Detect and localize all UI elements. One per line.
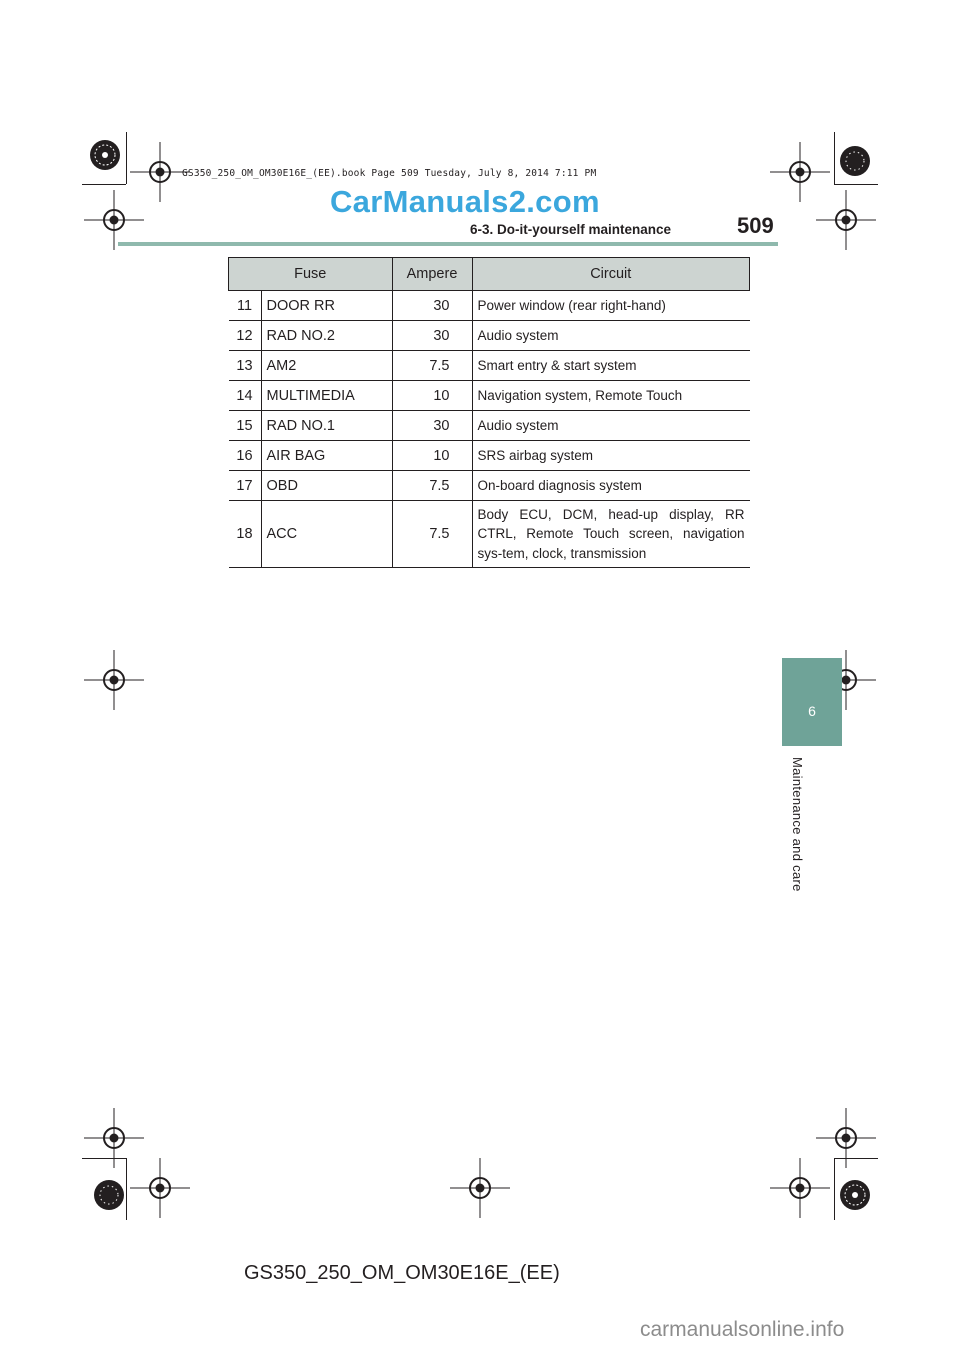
fuse-circuit: On-board diagnosis system <box>472 471 750 501</box>
starburst-icon <box>82 132 128 178</box>
crop-line <box>126 1158 127 1220</box>
chapter-title: Maintenance and care <box>790 757 805 892</box>
fuse-number: 12 <box>229 321 262 351</box>
table-row <box>229 291 750 321</box>
crop-line <box>834 1158 835 1220</box>
fuse-ampere: 7.5 <box>392 351 472 381</box>
header-fuse: Fuse <box>229 258 393 291</box>
fuse-name: DOOR RR <box>261 291 392 321</box>
print-info: GS350_250_OM_OM30E16E_(EE).book Page 509 Tuesday, July 8, 2014 7:11 PM <box>182 168 597 179</box>
fuse-name: MULTIMEDIA <box>261 381 392 411</box>
crosshair-icon <box>770 1158 830 1218</box>
crosshair-icon <box>84 650 144 710</box>
starburst-icon <box>832 138 878 184</box>
fuse-number: 16 <box>229 441 262 471</box>
fuse-circuit: Navigation system, Remote Touch <box>472 381 750 411</box>
fuse-name: AIR BAG <box>261 441 392 471</box>
fuse-name: AM2 <box>261 351 392 381</box>
fuse-name: OBD <box>261 471 392 501</box>
page-number: 509 <box>737 213 774 238</box>
crosshair-icon <box>816 190 876 250</box>
fuse-number: 11 <box>229 291 262 321</box>
crop-line <box>834 1158 878 1159</box>
starburst-icon <box>832 1172 878 1218</box>
crop-line <box>82 1158 126 1159</box>
fuse-ampere: 30 <box>392 321 472 351</box>
crop-line <box>82 184 126 185</box>
section-title: 6-3. Do-it-yourself maintenance <box>470 222 672 237</box>
watermark-link[interactable]: CarManuals2.com <box>330 184 600 219</box>
fuse-number: 13 <box>229 351 262 381</box>
fuse-ampere: 30 <box>392 291 472 321</box>
header-circuit: Circuit <box>472 258 750 291</box>
table-row <box>229 351 750 381</box>
chapter-tab <box>782 658 842 746</box>
table-row <box>229 381 750 411</box>
table-row <box>229 411 750 441</box>
fuse-ampere: 10 <box>392 441 472 471</box>
fuse-circuit: SRS airbag system <box>472 441 750 471</box>
fuse-number: 15 <box>229 411 262 441</box>
fuse-circuit: Audio system <box>472 321 750 351</box>
crosshair-icon <box>84 190 144 250</box>
fuse-ampere: 30 <box>392 411 472 441</box>
table-row <box>229 471 750 501</box>
fuse-ampere: 10 <box>392 381 472 411</box>
fuse-ampere: 7.5 <box>392 501 472 568</box>
fuse-circuit: Audio system <box>472 411 750 441</box>
fuse-circuit: Power window (rear right-hand) <box>472 291 750 321</box>
table-row <box>229 321 750 351</box>
table-row <box>229 441 750 471</box>
fuse-circuit: Body ECU, DCM, head-up display, RR CTRL, Remote Touch screen, navigation sys-tem, clock, transmission <box>472 501 750 568</box>
fuse-ampere: 7.5 <box>392 471 472 501</box>
fuse-name: RAD NO.2 <box>261 321 392 351</box>
fuse-name: ACC <box>261 501 392 568</box>
fuse-number: 18 <box>229 501 262 568</box>
fuse-name: RAD NO.1 <box>261 411 392 441</box>
fuse-circuit: Smart entry & start system <box>472 351 750 381</box>
watermark-link[interactable]: carmanualsonline.info <box>640 1318 845 1341</box>
crop-line <box>834 184 878 185</box>
header-ampere: Ampere <box>392 258 472 291</box>
chapter-number: 6 <box>808 703 816 719</box>
crosshair-icon <box>450 1158 510 1218</box>
table-row <box>229 501 750 568</box>
fuse-number: 14 <box>229 381 262 411</box>
crop-line <box>126 132 127 184</box>
document-code: GS350_250_OM_OM30E16E_(EE) <box>244 1262 560 1284</box>
crosshair-icon <box>130 1158 190 1218</box>
header-rule <box>118 242 778 246</box>
fuse-table <box>228 257 750 568</box>
table-header-row <box>229 258 750 291</box>
fuse-number: 17 <box>229 471 262 501</box>
crop-line <box>834 132 835 184</box>
